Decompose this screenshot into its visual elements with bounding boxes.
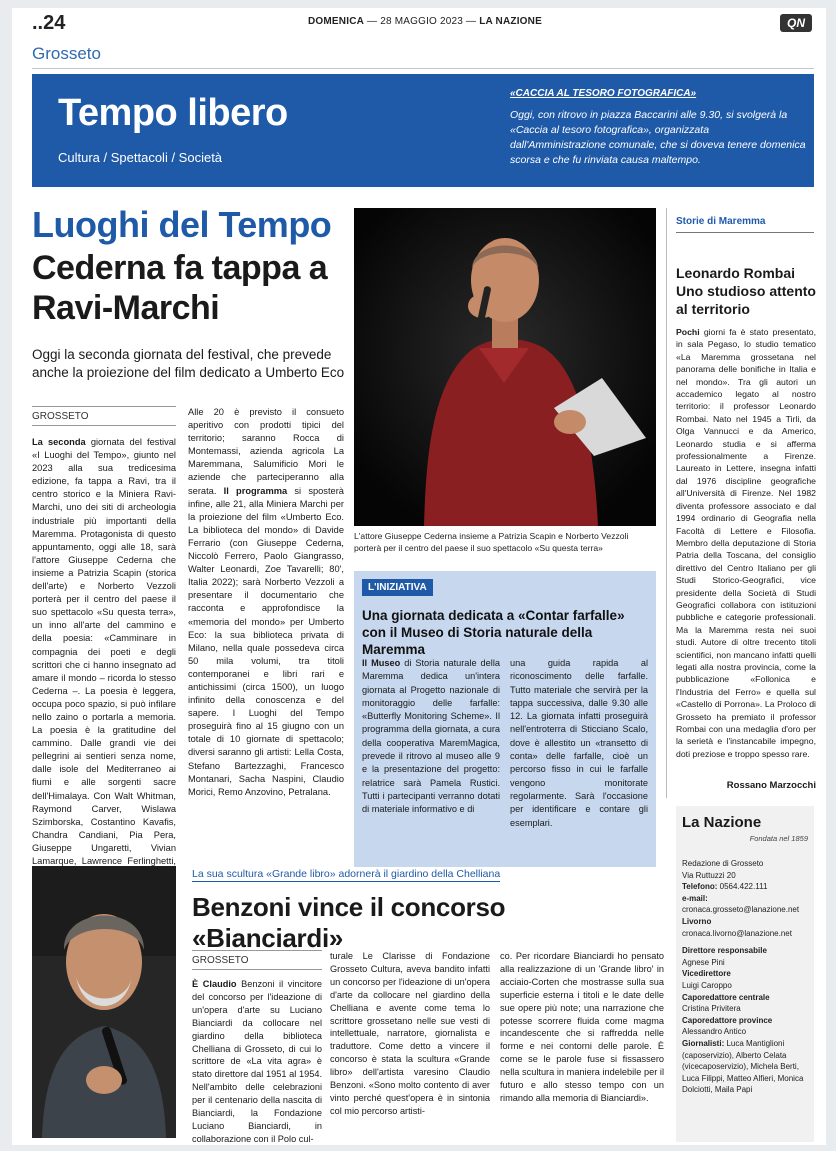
lead-col1-lead: La seconda [32,437,86,447]
lead-kicker: Luoghi del Tempo [32,204,332,245]
divider [666,208,667,798]
ln-central: Cristina Privitera [682,1004,741,1014]
bottom-kicker: La sua scultura «Grande libro» adornerà il giardino della Chelliana [192,868,501,880]
masthead [308,16,542,27]
photo-claudio-benzoni [32,866,176,1138]
ln-journalists-label: Giornalisti: [682,1038,725,1048]
bottom-col1-text: Benzoni il vincitore del concorso per l'ideazione di un'opera d'arte su Luciano Bianciardi da collocare nel giardino della biblioteca Chelliana di Grosseto, di cui lo scrittore de «La vita agra» è stato direttore dal 1951 al 1954. Nell'ambito delle celebrazioni per il centenario della nascita di Bianciardi, la Fondazione Luciano Bianciardi, in collaborazione con il Polo cul- [192,979,322,1144]
box-col2-text: una guida rapida al riconoscimento delle farfalle. Tutto materiale che servirà per la tappa successiva, dalle 9.30 alle 12. La giornata infatti proseguirà nell'entroterra di Sticciano Scalo, dove è allestito un «transetto di conta» delle farfalle, cioè un percorso fisso in cui le farfalle vengono monitorate regolarmente. Sarà l'occasione per identificare e contare gli esemplari. [510,658,648,828]
ln-provinces: Alessandro Antico [682,1027,747,1037]
lead-standfirst: Oggi la seconda giornata del festival, che prevede anche la proiezione del film dedicato a Umberto Eco [32,347,345,380]
ln-founded: Fondata nel 1859 [749,834,808,843]
lead-location: GROSSETO [32,406,176,426]
bottom-location: GROSSETO [192,950,322,970]
ln-central-label: Caporedattore centrale [682,992,770,1002]
ln-livorno-email[interactable]: cronaca.livorno@lanazione.net [682,928,792,938]
banner-kicker: «CACCIA AL TESORO FOTOGRAFICA» [510,88,697,99]
side-kicker: Storie di Maremma [676,216,766,227]
bottom-column-2 [330,950,490,1118]
section-banner [32,74,814,187]
ln-phone-label: Telefono: [682,882,718,892]
side-body-lead: Pochi [676,327,700,337]
bottom-col2-text: turale Le Clarisse di Fondazione Grosseto Cultura, aveva bandito infatti un concorso per l'ideazione di un'opera d'arte da collocare nel giardino della Chelliana e avente come tema lo scrittore grossetano nelle sue vesti di intellettuale, narratore, giornalista e traduttore. Come detto a vincere il concorso è stata la scultura «Grande libro» dell'artista varesino Claudio Benzoni. «Sono molto contento di aver vinto perché quest'opera è in sintonia col mio percorso artisti- [330,951,490,1116]
lead-col2-lead: Il programma [223,485,288,496]
section-subtitle: Cultura / Spettacoli / Società [58,150,223,165]
ln-livorno-label: Livorno [682,916,712,926]
ln-director: Agnese Pini [682,957,725,967]
bottom-headline: Benzoni vince il concorso «Bianciardi» [192,892,506,953]
section-city: Grosseto [32,44,101,63]
photo-giuseppe-cederna [354,208,656,526]
lead-headline: Cederna fa tappa a Ravi-Marchi [32,249,328,327]
side-body-text: giorni fa è stato presentato, in sala Pegaso, lo studio tematico «La Maremma grossetana nel panorama delle bonifiche in Italia e nel mondo». Tra gli autori un accademico legato al nostro territorio: il professor Leonardo Rombai. Nato nel 1945 a Tirli, da Olga Vannucci e da Americo, Leonardo studia e si afferma professionalmente a Firenze. Laureato in Lettere, insegna infatti dal 1976 discipline geografiche all'Università di Firenze. Nel 1982 diventa professore associato e dal 1994 ordinario di Geografia nella Facoltà di Lettere e Filosofia. Membro della deputazione di Storia Patria della Toscana, del consiglio direttivo del Centro Italiano per gli Studi Storico-Geografici, vice presidente della Società di Studi Geografici collabora con istituzioni pubbliche e categorie professionali. Ma la Maremma resta nei suoi studi. Autore di oltre trecento titoli scientifici, non mancano infatti quelli legati alla nostra provincia, come la pubblicazione «Follonica e l'Industria del Ferro» e quella sul «Castello di Porrona». La Proloco di Grosseto ha premiato il professor Rombai con una medaglia d'oro per la serietà e l'instancabile impegno, doti preziose e troppo spesso rare. [676,327,817,759]
lead-column-2 [188,406,344,799]
newspaper-page [12,8,826,1145]
bottom-col3-text: co. Per ricordare Bianciardi ho pensato alla realizzazione di un 'Grande libro' in acciaio-Corten che mostrasse sulla sua superficie esterna i titoli e le date delle sue opere più note; una narrazione che potesse scorrere fluida come magma incandescente che si raffredda nelle forme e nei contorni delle parole. È come se le parole fuse si fissassero nella scultura in maniera indelebile per il futuro e allo stesso tempo con un rimando alla memoria di Bianciardi». [500,951,664,1103]
ln-provinces-label: Caporedattore province [682,1015,773,1025]
section-title: Tempo libero [58,92,288,134]
ln-email[interactable]: cronaca.grosseto@lanazione.net [682,905,800,915]
photo-caption: L'attore Giuseppe Cederna insieme a Patrizia Scapin e Norberto Vezzoli porterà per il centro del paese il suo spettacolo «Su questa terra» [354,531,629,553]
ln-journalists: Luca Mantiglioni (caposervizio), Alberto Celata (vicecaposervizio), Michela Berti, Luca Filippi, Matteo Alfieri, Monica Dolciotti, Maila Papi [682,1038,804,1095]
masthead-day: DOMENICA [308,16,365,27]
page-number: ..24 [32,12,66,34]
ln-contacts [682,858,810,1096]
ln-address: Via Ruttuzzi 20 [682,870,736,880]
lead-col2-text-b: si sposterà infine, alle 21, alla Miniera Marchi per la proiezione del film «Umberto Eco. La biblioteca del mondo» di Davide Ferrario (con Giuseppe Cederna, Niccolò Ferrero, Paolo Giangrasso, Walter Leonardi, Zoe Tavarelli; 80', Italia 2022); sarà Norberto Vezzoli a presentare il documentario che racconta e approfondisce la «memoria del mondo» per Umberto Eco: la sua biblioteca privata di Milano, nella quale possedeva circa 50 mila volumi, tra titoli contemporanei e libri rari e antichissimi (circa 1500), un luogo infinito della conoscenza e del sapere. I Luoghi del Tempo proseguirà fino al 15 giugno con un totale di 10 giornate di spettacolo; diversi saranno gli artisti: Lella Costa, Stefano Bartezzaghi, Francesco Montanari, Sacha Naspini, Claudio Morici, Remo Anzovino, Petralana. [188,485,344,797]
box-title: Una giornata dedicata a «Contar farfalle» con il Museo di Storia naturale della Maremma [362,608,625,657]
side-headline: Leonardo Rombai Uno studioso attento al territorio [676,265,816,317]
lead-column-1 [32,436,176,881]
box-column-2 [510,657,648,830]
ln-deputy: Luigi Caroppo [682,980,732,990]
lead-col2-text-a: Alle 20 è previsto il consueto aperitivo con prodotti tipici del territorio; saranno Rocca di Montemassi, azienda agricola La Maremmana, Salumificio Mori le aziende che parteciperanno alla serata. [188,407,344,496]
ln-office: Redazione di Grosseto [682,859,764,868]
ln-title: La Nazione [682,814,762,831]
la-nazione-info-box [676,806,814,1142]
ln-director-label: Direttore responsabile [682,946,767,956]
box-label: L'INIZIATIVA [362,579,433,596]
ln-phone: 0564.422.111 [719,882,768,892]
sculptor-illustration [32,866,176,1138]
ln-email-label: e-mail: [682,893,708,903]
qn-logo: QN [780,14,812,32]
banner-text: Oggi, con ritrovo in piazza Baccarini alle 9.30, si svolgerà la «Caccia al tesoro fotografica», organizzata dall'Amministrazione comunale, che si doveva tenere domenica scorsa e che fu rinviata causa maltempo. [510,109,806,166]
masthead-paper: LA NAZIONE [479,16,542,27]
divider [32,68,814,69]
masthead-date: — 28 MAGGIO 2023 — [367,16,477,27]
initiative-box [354,571,656,867]
box-col1-lead: Il Museo [362,658,401,668]
divider [676,232,814,233]
actor-illustration [354,208,656,526]
box-column-1 [362,657,500,817]
side-signature: Rossano Marzocchi [726,780,816,791]
lead-col1-text: giornata del festival «I Luoghi del Tempo», giunto nel 2023 alla sua tredicesima edizione, fa tappa a Ravi, tra il centro storico e la Miniera Ravi-Marchi, uno dei siti di archeologia industriale più importanti della Maremma. Protagonista di questo appuntamento, oggi alle 18, sarà l'attore Giuseppe Cederna che insieme a Patrizia Scapin (storica dell'arte) e Norberto Vezzoli porterà per il centro del paese il suo spettacolo «Su questa terra», un inno all'arte del cammino e della poesia: «Camminare in compagnia dei poeti e degli scrittori che ci hanno insegnato ad amare il mondo – ricorda lo stesso Cederna –. La poesia è leggera, occupa poco spazio, si può infilare nello zaino o portarla a memoria. La poesia è la gratitudine del cammino. Dalle grandi vie dei pellegrini ai sentieri senza nome, dalle isole del Mediterraneo ai fiumi e alle sorgenti sacre dell'Himalaya. Con Walt Whitman, Raymond Carver, Wislawa Szimborska, Costantino Kavafis, Chandra Candiani, Pia Pera, Giuseppe Ungaretti, Vivian Lamarque, Lawrence Ferlinghetti, [32,437,176,866]
box-col1-text: di Storia naturale della Maremma dedica un'intera giornata al Progetto nazionale di monitoraggio delle farfalle: «Butterfly Monitoring Scheme». Il programma della giornata, a cura della cooperativa MaremMagica, prevede il ritrovo al museo alle 9 e la presentazione del progetto: relatrice sarà Pamela Rustici. Tutti i partecipanti verranno dotati di materiale informativo e di [362,658,500,815]
side-body [676,326,816,760]
bottom-column-3 [500,950,664,1105]
bottom-column-1 [192,978,322,1146]
ln-deputy-label: Vicedirettore [682,969,731,979]
bottom-col1-lead: È Claudio [192,979,237,989]
